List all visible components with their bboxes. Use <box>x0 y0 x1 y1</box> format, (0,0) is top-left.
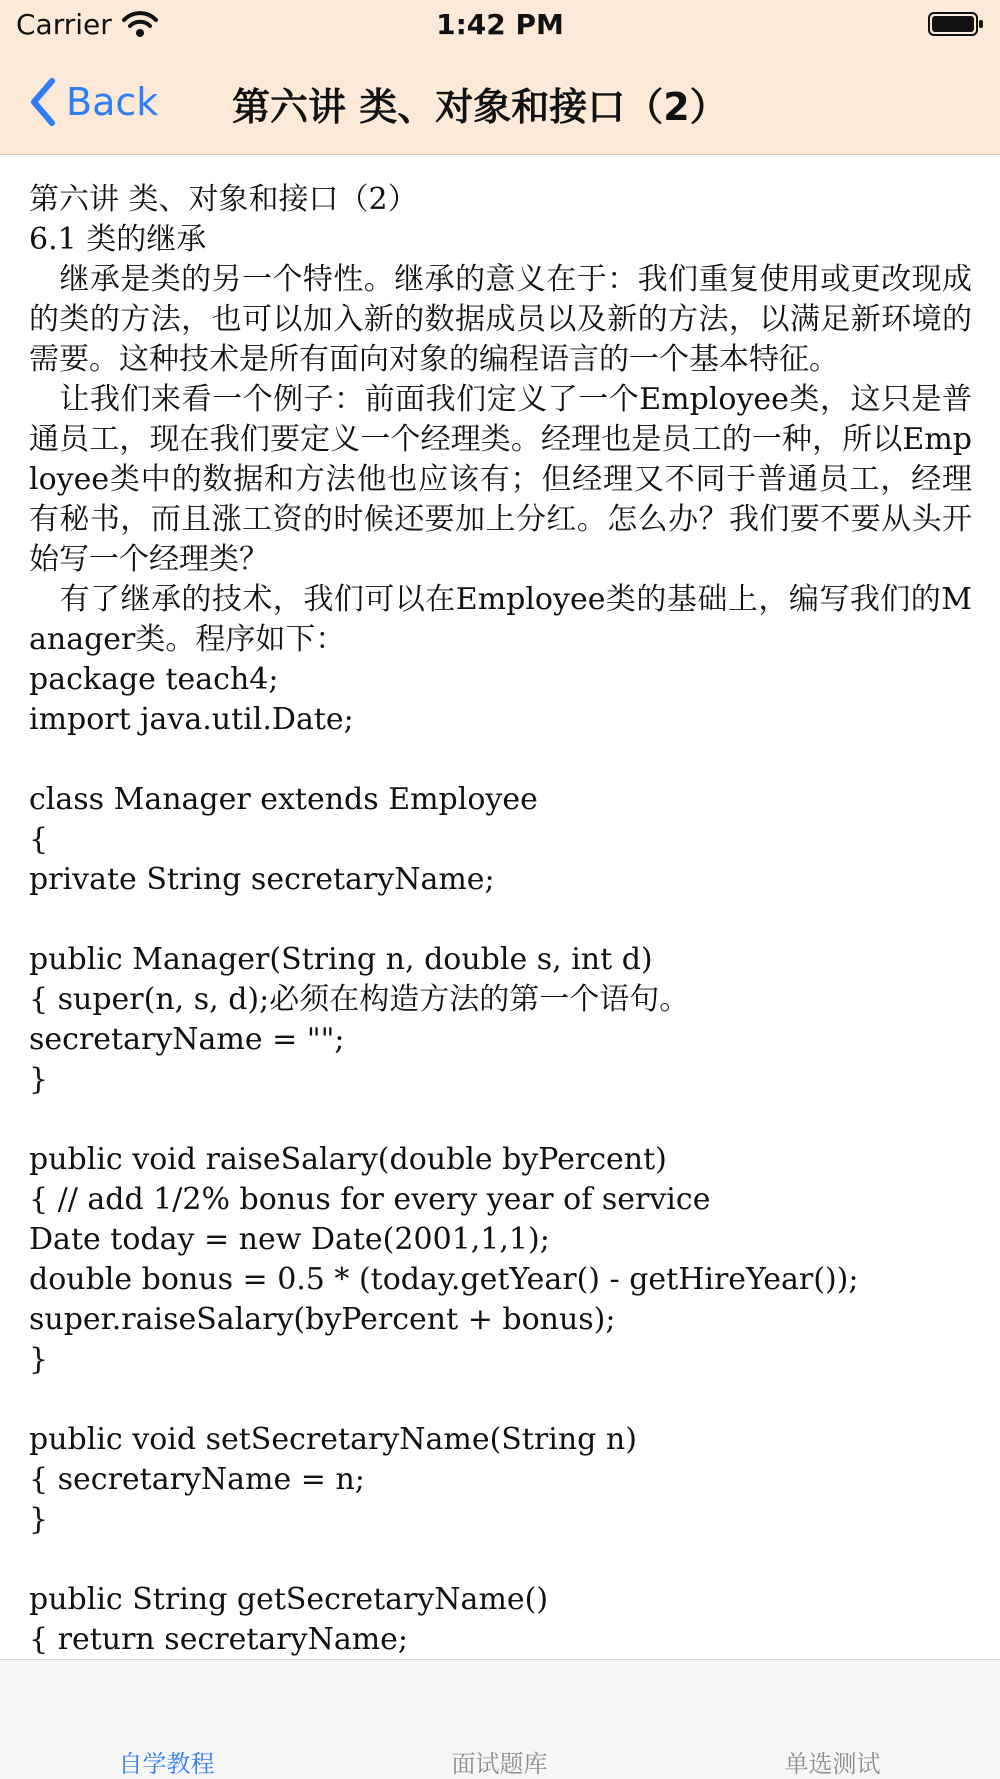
chevron-left-icon <box>28 77 58 127</box>
tab-bar <box>0 1659 1000 1779</box>
status-time: 1:42 PM <box>436 8 564 41</box>
carrier-label: Carrier <box>16 8 112 41</box>
tab-self-study-tutorial[interactable]: 自学教程 <box>118 1750 215 1778</box>
tab-single-choice-test[interactable]: 单选测试 <box>784 1750 881 1778</box>
page-title: 第六讲 类、对象和接口（2） <box>232 85 728 129</box>
article-text: 第六讲 类、对象和接口（2） 6.1 类的继承 继承是类的另一个特性。继承的意义在于：我们重复使用或更改现成的类的方法，也可以加入新的数据成员以及新的方法，以满足新环境的需要。这种技术是所有面向对象的编程语言的一个基本特征。 让我们来看一个例子：前面我们定义了一个Employee类，这只是普通员工，现在我们要定义一个经理类。经理也是员工的一种，所以Employee类中的数据和方法他也应该有；但经理又不同于普通员工，经理有秘书，而且涨工资的时候还要加上分红。怎么办？我们要不要从头开始写一个经理类？ 有了继承的技术，我们可以在Employee类的基础上，编写我们的Manager类。程序如下： package teach4; import java.util.Date; class Manager extends Employee { private String secretaryName; public Manager(String n, double s, int d) { super(n, s, d);必须在构造方法的第一个语句。 secretaryName = ""; } public void raiseSalary(double byPercent) { // add 1/2% bonus for every year of service Date today = new Date(2001,1,1); double bonus = 0.5 * (today.getYear() - getHireYear()); super.raiseSalary(byPercent + bonus); } public void setSecretaryName(String n) { secretaryName = n; } public String getSecretaryName() { return secretaryName; <box>29 182 972 1657</box>
status-bar <box>0 0 1000 50</box>
tab-interview-questions[interactable]: 面试题库 <box>451 1750 548 1778</box>
battery-icon <box>928 12 984 36</box>
back-label: Back <box>66 80 159 124</box>
navigation-bar <box>0 50 1000 155</box>
back-button[interactable] <box>28 74 158 130</box>
